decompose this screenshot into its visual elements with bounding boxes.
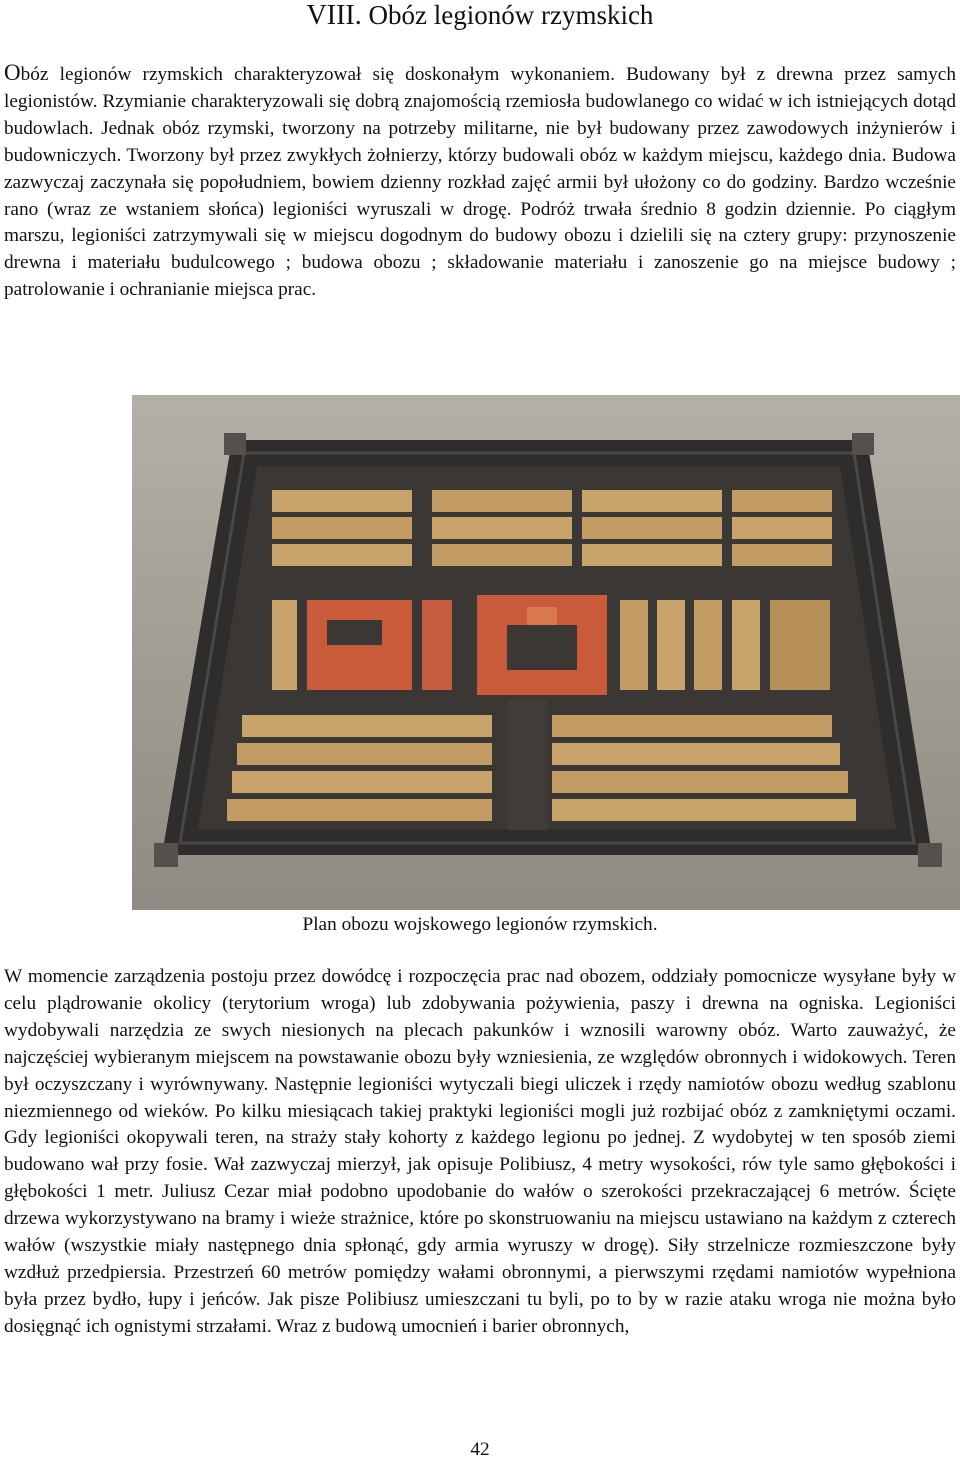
chapter-title: Obóz legionów rzymskich bbox=[368, 0, 654, 30]
barracks-top-row bbox=[272, 490, 832, 566]
camp-model-illustration bbox=[132, 395, 960, 910]
corner-tower bbox=[154, 843, 178, 867]
second-paragraph: W momencie zarządzenia postoju przez dowódcę i rozpoczęcia prac nad obozem, oddziały pomocnicze wysyłane były w celu plądrowanie okolicy (terytorium wroga) lub zdobywania pożywienia, paszy i drewna na ogniska. Legioniści wydobywali narzędzia ze swych niesionych na plecach pakunków i wznosili warowny obóz. Warto zauważyć, że najczęściej wybieranym miejscem na powstawanie obozu były wzniesienia, ze względów obronnych i widokowych. Teren był oczyszczany i wyrównywany. Następnie legioniści wytyczali biegi uliczek i rzędy namiotów obozu według szablonu niezmiennego od wieków. Po kilku miesiącach takiej praktyki legioniści mogli już rozbijać obóz z zamkniętymi oczami. Gdy legioniści okopywali teren, na straży stały kohorty z każdego legionu po jednej. Z wydobytej w ten sposób ziemi budowano wał przy fosie. Wał zazwyczaj mierzył, jak opisuje Polibiusz, 4 metry wysokości, rów tyle samo głębokości i głębokości 1 metr. Juliusz Cezar miał podobno upodobanie do wałów o szerokości przekraczającej 6 metrów. Ścięte drzewa wykorzystywano na bramy i wieże strażnice, które po skonstruowaniu na miejscu ustawiano na każdym z czterech wałów (wszystkie miały następnego dnia spłonąć, gdy armia wyruszy w drogę). Siły strzelnicze rozmieszczone były wzdłuż przedpiersia. Przestrzeń 60 metrów pomiędzy wałami obronnymi, a pierwszymi rzędami namiotów wypełniona była przez bydło, łupy i jeńców. Jak pisze Polibiusz umieszczani tu byli, po to by w razie ataku wroga nie można było dosięgnąć ich ognistymi strzałami. Wraz z budową umocnień i barier obronnych, bbox=[4, 966, 956, 1337]
corner-tower bbox=[918, 843, 942, 867]
via-decumana bbox=[507, 700, 547, 830]
corner-tower bbox=[224, 433, 246, 455]
intro-initial-letter: O bbox=[4, 60, 21, 85]
camp-model-photo bbox=[132, 395, 960, 910]
figure-caption: Plan obozu wojskowego legionów rzymskich. bbox=[302, 914, 658, 935]
intro-paragraph-text: bóz legionów rzymskich charakteryzował się doskonałym wykonaniem. Budowany był z drewna przez samych legionistów. Rzymianie charakteryzowali się dobrą znajomością rzemiosła budowlanego co widać w ich istniejących dotąd budowlach. Jednak obóz rzymski, tworzony na potrzeby militarne, nie był budowany przez zawodowych inżynierów i budowniczych. Tworzony był przez zwykłych żołnierzy, którzy budowali obóz w każdym miejscu, każdego dnia. Budowa zazwyczaj zaczynała się popołudniem, bowiem dzienny rozkład zajęć armii był ułożony co do godziny. Bardzo wcześnie rano (wraz ze wstaniem słońca) legioniści wyruszali w drogę. Podróż trwała średnio 8 godzin dziennie. Po ciągłym marszu, legioniści zatrzymywali się w miejscu dogodnym do budowy obozu i dzielili się na cztery grupy: przynoszenie drewna i materiału budulcowego ; budowa obozu ; składowanie materiału i zanoszenie go na miejsce budowy ; patrolowanie i ochranianie miejsca prac. bbox=[4, 64, 956, 301]
headquarters-row bbox=[272, 595, 830, 695]
corner-tower bbox=[852, 433, 874, 455]
chapter-number: VIII. bbox=[306, 0, 362, 31]
page-number: 42 bbox=[470, 1439, 490, 1460]
intro-paragraph bbox=[4, 60, 956, 304]
chapter-heading bbox=[0, 0, 960, 31]
